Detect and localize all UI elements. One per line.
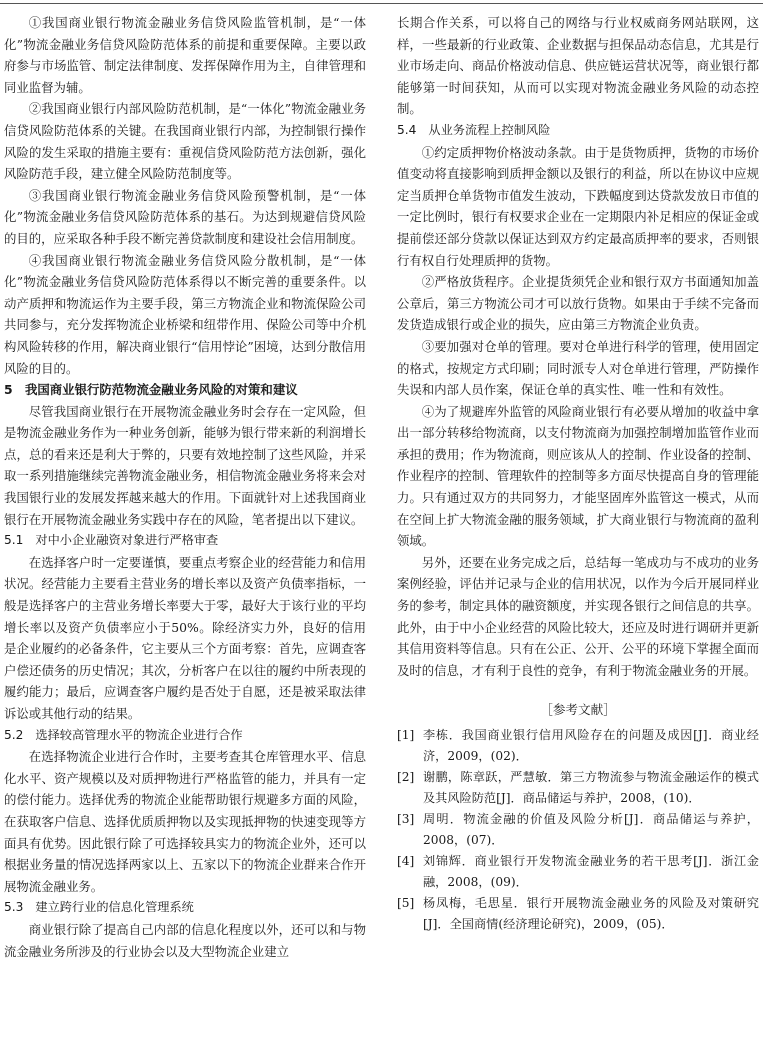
reference-number: [4] — [397, 854, 415, 868]
reference-text: 李栋．我国商业银行信用风险存在的问题及成因[J]．商业经济，2009，(02)． — [423, 728, 759, 763]
reference-item — [397, 851, 759, 893]
paragraph: 商业银行除了提高自己内部的信息化程度以外，还可以和与物流金融业务所涉及的行业协会以及大型物流企业建立 — [4, 921, 366, 959]
reference-text: 谢鹏，陈章跃，严慧敏．第三方物流参与物流金融运作的模式及其风险防范[J]．商品储运与养护，2008，(10)． — [423, 770, 759, 805]
paragraph: ①我国商业银行物流金融业务信贷风险监管机制，是“一体化”物流金融业务信贷风险防范体系的前提和重要保障。主要以政府参与市场监管、制定法律制度、发挥保障作用为主，自律管理和同业监督为辅。 — [4, 15, 366, 95]
references-title: ［参考文献］ — [540, 702, 616, 718]
subsection-title: 从业务流程上控制风险 — [428, 122, 551, 137]
subsection-title: 建立跨行业的信息化管理系统 — [35, 900, 194, 915]
paragraph: ①约定质押物价格波动条款。由于是货物质押，货物的市场价值变动将直接影响到质押金额以及银行的利益，所以在协议中应规定当质押仓单货物市值发生波动，下跌幅度到达贷款发放日市值的一定比例时，银行有权要求企业在一定期限内补足相应的保证金或提前偿还部分贷款以保证达到双方约定最高质押率的要求，否则银行有权自行处理质押的货物。 — [397, 144, 759, 268]
paragraph: ②我国商业银行内部风险防范机制，是“一体化”物流金融业务信贷风险防范体系的关键。在我国商业银行内部，为控制银行操作风险的发生采取的措施主要有：重视信贷风险防范方法创新，强化风险防范手段，建立健全风险防范制度等。 — [4, 101, 366, 182]
paragraph: 在选择物流企业进行合作时，主要考查其仓库管理水平、信息化水平、资产规模以及对质押物进行严格监管的能力，并具有一定的偿付能力。选择优秀的物流企业能帮助银行规避多方面的风险，在获取客户信息、选择优质质押物以及实现抵押物的快速变现等方面具有优势。因此银行除了可选择较具实力的物流企业外，还可以根据业务量的情况选择两家以上、五家以下的物流企业群来合作开展物流金融业务。 — [4, 749, 366, 894]
right-column — [397, 12, 759, 935]
header-rule — [0, 0, 763, 4]
subsection-heading-5-3 — [4, 897, 366, 919]
paragraph: ③要加强对仓单的管理。要对仓单进行科学的管理，使用固定的格式，按规定方式印刷；同时派专人对仓单进行管理，严防操作失误和内部人员作案，保证仓单的真实性、唯一性和有效性。 — [397, 338, 759, 398]
reference-text: 杨凤梅，毛思星．银行开展物流金融业务的风险及对策研究[J]．全国商情(经济理论研究)，2009，(05)． — [423, 896, 759, 931]
reference-item — [397, 767, 759, 809]
reference-item — [397, 725, 759, 767]
references-list — [397, 725, 759, 935]
paragraph: 另外，还要在业务完成之后，总结每一笔成功与不成功的业务案例经验，评估并记录与企业的信用状况，以作为今后开展同样业务的参考，制定具体的融资额度，并实现各银行之间信息的共享。此外，由于中小企业经营的风险比较大，还应及时进行调研并更新其信用资料等信息。只有在公正、公开、公平的环境下掌握全面而及时的信息，才有利于良性的竞争，有利于物流金融业务的开展。 — [397, 554, 759, 678]
paragraph: ④为了规避库外监管的风险商业银行有必要从增加的收益中拿出一部分转移给物流商，以支付物流商为加强控制增加监管作业而承担的费用；作为物流商，则应该从人的控制、作业设备的控制、作业程序的控制、管理软件的控制等多方面尽快提高自身的管理能力。只有通过双方的共同努力，才能坚固库外监管这一模式，从而在空间上扩大物流金融的服务领域，扩大商业银行与物流商的盈利领域。 — [397, 403, 759, 549]
subsection-title: 选择较高管理水平的物流企业进行合作 — [35, 727, 243, 742]
paragraph: ④我国商业银行物流金融业务信贷风险分散机制，是“一体化”物流金融业务信贷风险防范体系得以不断完善的重要条件。以动产质押和物流运作为主要手段，第三方物流企业和物流保险公司共同参与，充分发挥物流企业桥梁和纽带作用、保险公司等中介机构风险转移的作用，解决商业银行“信用悖论”困境，达到分散信用风险的目的。 — [4, 252, 366, 376]
reference-item — [397, 809, 759, 851]
reference-number: [5] — [397, 896, 415, 910]
paragraph-continued: 长期合作关系，可以将自己的网络与行业权威商务网站联网，这样，一些最新的行业政策、企业数据与担保品动态信息，尤其是行业市场走向、商品价格波动信息、供应链运营状况等，商业银行都能够第一时间获知，从而可以实现对物流金融业务风险的动态控制。 — [397, 15, 759, 117]
reference-number: [3] — [397, 812, 415, 826]
section-heading-5: 5 我国商业银行防范物流金融业务风险的对策和建议 — [4, 382, 298, 398]
reference-item — [397, 893, 759, 935]
paragraph: 在选择客户时一定要谨慎，要重点考察企业的经营能力和信用状况。经营能力主要看主营业务的增长率以及资产负债率指标，一般是选择客户的主营业务增长率要大于零，最好大于该行业的平均增长率以及资产负债率应小于50%。除经济实力外，良好的信用是企业履约的必备条件，它主要从三个方面考察：首先，应调查客户偿还债务的历史情况；其次，分析客户在以往的履约中所表现的履约能力；最后，应调查客户履约是否处于自愿，还是被采取法律诉讼或其他行动的结果。 — [4, 554, 366, 721]
paragraph: ②严格放货程序。企业提货须凭企业和银行双方书面通知加盖公章后，第三方物流公司才可以放行货物。如果由于手续不完备而发货造成银行或企业的损失，应由第三方物流企业负责。 — [397, 274, 759, 333]
subsection-heading-5-2 — [4, 725, 366, 747]
subsection-title: 对中小企业融资对象进行严格审查 — [35, 533, 219, 548]
subsection-heading-5-4 — [397, 120, 759, 142]
subsection-number: 5.4 — [397, 122, 417, 137]
reference-text: 周明．物流金融的价值及风险分析[J]．商品储运与养护，2008，(07)． — [423, 812, 759, 847]
subsection-number: 5.1 — [4, 533, 24, 548]
subsection-heading-5-1 — [4, 530, 366, 552]
reference-text: 刘锦辉．商业银行开发物流金融业务的若干思考[J]．浙江金融，2008，(09)． — [423, 854, 759, 889]
paragraph: 尽管我国商业银行在开展物流金融业务时会存在一定风险，但是物流金融业务作为一种业务创新，能够为银行带来新的利润增长点，总的看来还是利大于弊的，只要有效地控制了这些风险，并采取一系列措施继续完善物流金融业务，相信物流金融业务将来会对我国银行业的发展发挥越来越大的作用。下面就针对上述我国商业银行在开展物流金融业务实践中存在的风险，笔者提出以下建议。 — [4, 403, 366, 527]
paragraph: ③我国商业银行物流金融业务信贷风险预警机制，是“一体化”物流金融业务信贷风险防范体系的基石。为达到规避信贷风险的目的，应采取各种手段不断完善贷款制度和建设社会信用制度。 — [4, 187, 366, 246]
reference-number: [1] — [397, 728, 415, 742]
left-column — [4, 12, 366, 962]
subsection-number: 5.3 — [4, 900, 24, 915]
subsection-number: 5.2 — [4, 727, 24, 742]
reference-number: [2] — [397, 770, 415, 784]
